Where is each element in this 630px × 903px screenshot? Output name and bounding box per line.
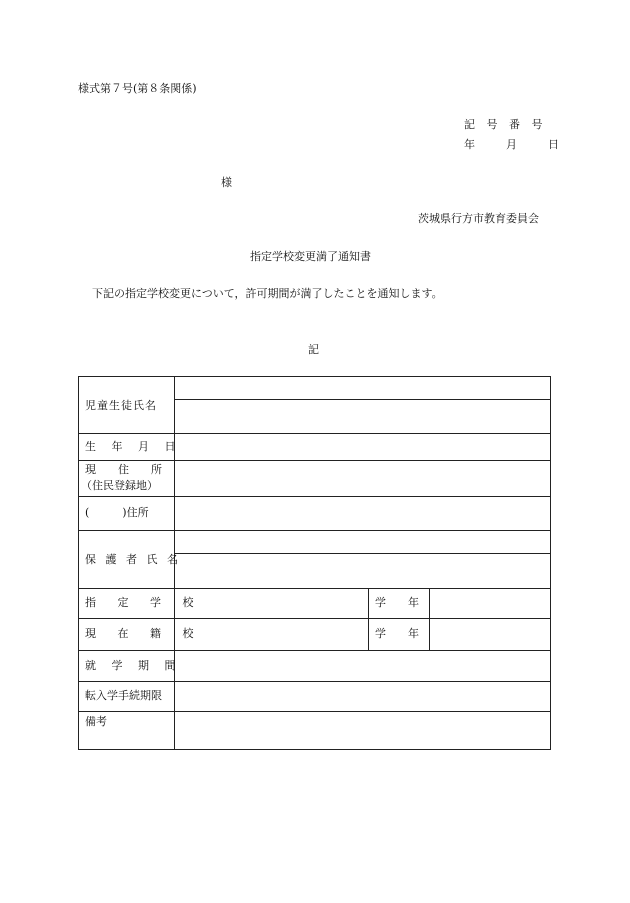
notice-body: 下記の指定学校変更について，許可期間が満了したことを通知します。: [92, 287, 443, 300]
form-number: 様式第７号(第８条関係): [78, 82, 197, 95]
ki-marker: 記: [308, 343, 319, 356]
guardian-name-field[interactable]: [175, 554, 551, 588]
birthdate-field[interactable]: [175, 434, 551, 460]
current-school-field[interactable]: [175, 619, 368, 650]
recipient-suffix: 様: [221, 176, 232, 189]
other-address-label: ( )住所: [85, 506, 149, 519]
remarks-label: 備考: [85, 715, 107, 728]
designated-school-label: 指 定 学 校: [85, 596, 203, 609]
issuer-name: 茨城県行方市教育委員会: [418, 212, 539, 225]
guardian-name-label: 保 護 者 氏 名: [85, 553, 181, 566]
guardian-name-kana-field[interactable]: [175, 531, 551, 553]
other-address-field[interactable]: [175, 497, 551, 530]
current-school-label: 現 在 籍 校: [85, 627, 203, 640]
birthdate-label: 生 年 月 日: [85, 440, 182, 453]
student-name-label: 児童生徒氏名: [85, 399, 157, 412]
record-number: 記 号 番 号: [464, 118, 547, 131]
remarks-field[interactable]: [119, 712, 551, 750]
designated-school-field[interactable]: [175, 589, 368, 618]
notice-form-table: [78, 376, 551, 750]
transfer-deadline-label: 転入学手続期限: [85, 689, 162, 702]
period-label: 就 学 期 間: [85, 659, 182, 672]
date-line: 年 月 日: [464, 138, 562, 151]
current-grade-field[interactable]: [430, 619, 551, 650]
grade-divider-left: [368, 588, 369, 650]
transfer-deadline-field[interactable]: [175, 682, 551, 711]
student-name-field[interactable]: [175, 400, 551, 433]
period-field[interactable]: [175, 651, 551, 681]
designated-grade-field[interactable]: [430, 589, 551, 618]
student-name-kana-field[interactable]: [175, 377, 551, 399]
address-field[interactable]: [175, 461, 551, 496]
document-title: 指定学校変更満了通知書: [250, 250, 371, 263]
grade-label-current: 学 年: [375, 627, 419, 640]
address-sub-label: （住民登録地）: [81, 479, 158, 492]
address-label: 現 住 所: [85, 463, 162, 476]
grade-label-designated: 学 年: [375, 596, 419, 609]
